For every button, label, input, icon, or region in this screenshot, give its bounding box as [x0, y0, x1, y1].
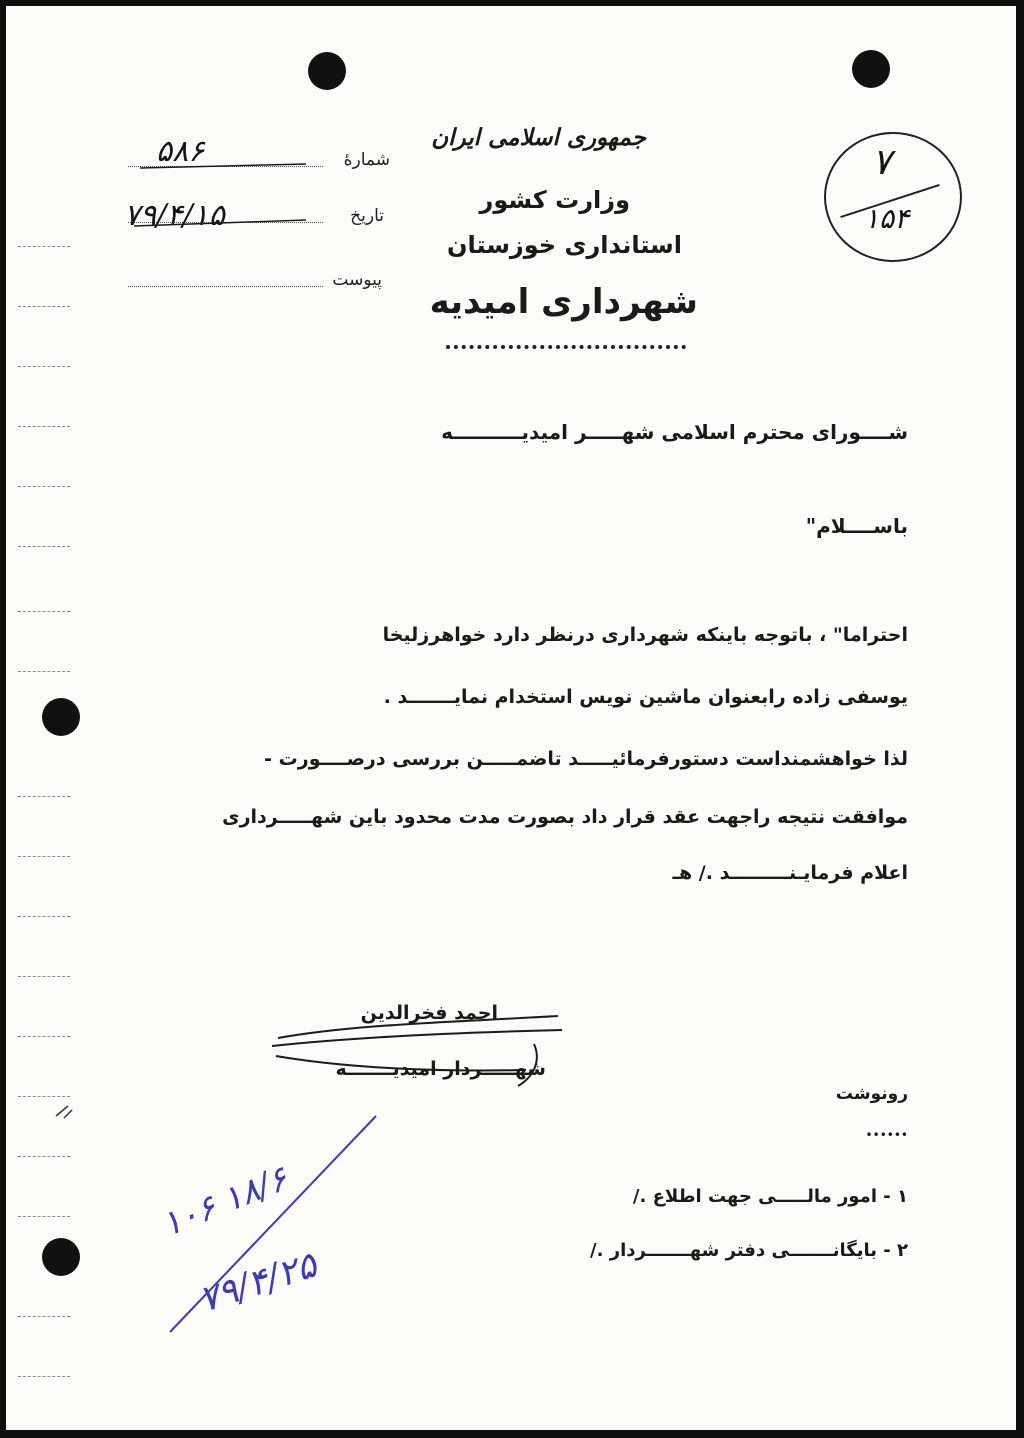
body-line: یوسفی زاده رابعنوان ماشین نویس استخدام نمایـــــــد .	[383, 686, 908, 708]
greeting: باســــلام"	[805, 514, 908, 538]
signatory-title: شهـــــردار امیدیـــــــه	[335, 1058, 546, 1080]
attachment-label: پیوست	[332, 270, 382, 290]
copy-item: ۲ - بایگانـــــــی دفتر شهـــــــردار ./	[590, 1240, 908, 1261]
signatory-name: احمد فخرالدین	[360, 1002, 498, 1024]
copy-item: ۱ - امور مالـــــی جهت اطلاع ./	[632, 1186, 908, 1207]
recipient-line: شــــورای محترم اسلامی شهـــــر امیدیــــــــــه	[441, 420, 908, 444]
body-line: موافقت نتیجه راجهت عقد قرار داد بصورت مدت محدود باین شهـــــرداری	[222, 806, 908, 828]
republic-heading: جمهوری اسلامی ایران	[431, 124, 646, 151]
governorate-heading: استانداری خوزستان	[447, 231, 682, 259]
number-strike-icon	[140, 164, 306, 168]
number-value: ۵۸۶	[156, 134, 205, 169]
municipality-heading: شهرداری امیدیه	[429, 282, 698, 322]
letter-page	[6, 6, 1016, 1430]
pen-marks	[6, 6, 1016, 1430]
copies-label: رونوشت	[835, 1084, 908, 1104]
margin-scribble-icon	[56, 1106, 72, 1118]
signature-scrawl-icon	[272, 1016, 562, 1070]
number-label: شمارهٔ	[343, 150, 390, 170]
date-strike-icon	[134, 220, 306, 226]
stamp-top: ۷	[872, 142, 892, 183]
date-value: ۷۹/۴/۱۵	[124, 198, 225, 233]
body-line: لذا خواهشمنداست دستورفرمائیـــــد تاضمـــــن بررسی درصــــورت -	[264, 748, 908, 770]
signature-tail-icon	[518, 1044, 537, 1086]
body-line: اعلام فرمایـنـــــــــد ./ هـ	[672, 862, 908, 884]
stamp-bottom: ۱۵۴	[864, 202, 910, 235]
blue-slash-icon	[170, 1116, 376, 1332]
body-line: احتراما" ، باتوجه باینکه شهرداری درنظر دارد خواهرزلیخا	[382, 624, 908, 646]
copies-dots: ••••••	[865, 1128, 908, 1142]
blue-annotation-line2: ۷۹/۴/۲۵	[194, 1244, 322, 1321]
date-label: تاریخ	[350, 206, 384, 226]
ministry-heading: وزارت کشور	[479, 186, 630, 214]
blue-annotation-line1: ۱۰۶ ۱۸/۶	[156, 1158, 294, 1246]
